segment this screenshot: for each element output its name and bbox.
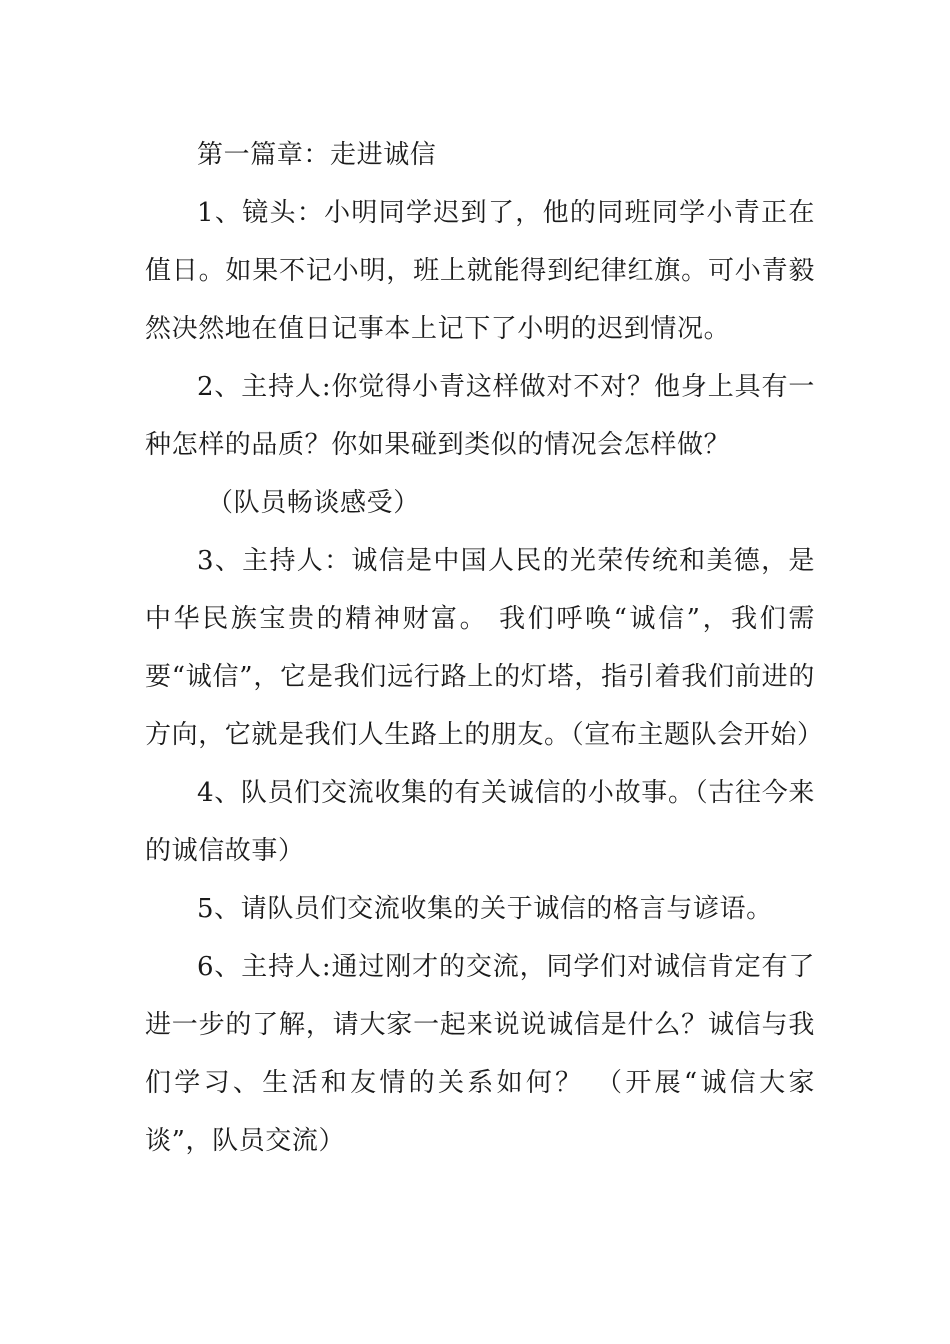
paragraph-4: 3、主持人：诚信是中国人民的光荣传统和美德，是中华民族宝贵的精神财富。 我们呼唤“诚信”，我们需要“诚信”，它是我们远行路上的灯塔，指引着我们前进的方向，它就是我们人生路上的朋友。（宣布主题队会开始） bbox=[145, 546, 824, 750]
paragraph-6: 5、请队员们交流收集的关于诚信的格言与谚语。 bbox=[197, 894, 773, 924]
paragraph-7: 6、主持人:通过刚才的交流，同学们对诚信肯定有了进一步的了解，请大家一起来说说诚信是什么？诚信与我们学习、生活和友情的关系如何？ （开展“诚信大家谈”，队员交流） bbox=[145, 952, 815, 1156]
paragraph-1: 1、镜头：小明同学迟到了，他的同班同学小青正在值日。如果不记小明，班上就能得到纪律红旗。可小青毅然决然地在值日记事本上记下了小明的迟到情况。 bbox=[145, 198, 815, 344]
paragraph-3: （队员畅谈感受） bbox=[207, 488, 420, 518]
paragraph-2: 2、主持人:你觉得小青这样做对不对？他身上具有一种怎样的品质？你如果碰到类似的情况会怎样做？ bbox=[145, 372, 815, 460]
document-body bbox=[145, 126, 824, 1170]
paragraph-5: 4、队员们交流收集的有关诚信的小故事。（古往今来的诚信故事） bbox=[145, 778, 815, 866]
section-heading: 第一篇章：走进诚信 bbox=[197, 140, 437, 170]
